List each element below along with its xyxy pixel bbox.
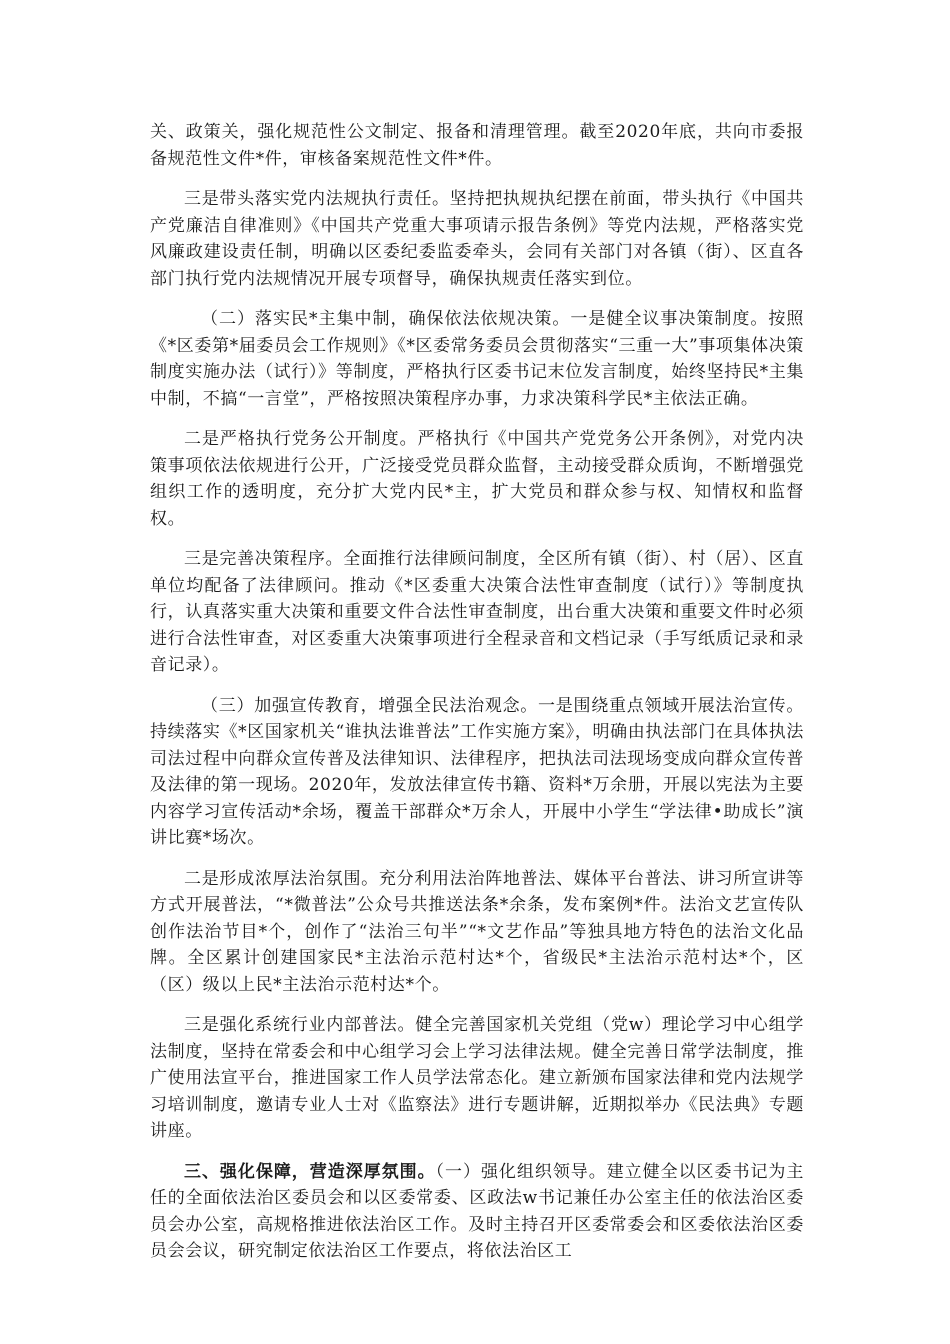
paragraph-decision-procedure: 三是完善决策程序。全面推行法律顾问制度，全区所有镇（街）、村（居）、区直单位均配备了法律顾问。推动《*区委重大决策合法性审查制度（试行）》等制度执行，认真落实重大决策和重要文件合法性审查制度，出台重大决策和重要文件时必须进行合法性审查，对区委重大决策事项进行全程录音和文档记录（手写纸质记录和录音记录）。 — [150, 549, 804, 675]
section-body: （一）强化组织领导。建立健全以区委书记为主任的全面依法治区委员会和以区委常委、区政法w书记兼任办公室主任的依法治区委员会办公室，高规格推进依法治区工作。及时主持召开区委常委会和区委依法治区委员会会议，研究制定依法治区工作要点，将依法治区工 — [150, 1161, 804, 1261]
section-heading: 三、强化保障，营造深厚氛围。 — [184, 1161, 436, 1182]
paragraph-internal-legal-education: 三是强化系统行业内部普法。健全完善国家机关党组（党w）理论学习中心组学法制度，坚持在常委会和中心组学习会上学习法律法规。健全完善日常学法制度，推广使用法宣平台，推进国家工作人员学法常态化。建立新颁布国家法律和党内法规学习培训制度，邀请专业人士对《监察法》进行专题讲解，近期拟举办《民法典》专题讲座。 — [150, 1015, 804, 1141]
paragraph-democratic-centralism: （二）落实民*主集中制，确保依法依规决策。一是健全议事决策制度。按照《*区委第*届委员会工作规则》《*区委常务委员会贯彻落实“三重一大”事项集体决策制度实施办法（试行）》等制度，严格执行区委书记末位发言制度，始终坚持民*主集中制，不搞“一言堂”，严格按照决策程序办事，力求决策科学民*主依法正确。 — [150, 309, 804, 409]
paragraph-publicity-education: （三）加强宣传教育，增强全民法治观念。一是围绕重点领域开展法治宣传。持续落实《*区国家机关“谁执法谁普法”工作实施方案》，明确由执法部门在具体执法司法过程中向群众宣传普及法律知识、法律程序，把执法司法现场变成向群众宣传普及法律的第一现场。2020年，发放法律宣传书籍、资料*万余册，开展以宪法为主要内容学习宣传活动*余场，覆盖干部群众*万余人，开展中小学生“学法律•助成长”演讲比赛*场次。 — [150, 695, 804, 848]
paragraph-legal-atmosphere: 二是形成浓厚法治氛围。充分利用法治阵地普法、媒体平台普法、讲习所宣讲等方式开展普法，“*微普法”公众号共推送法条*余条，发布案例*件。法治文艺宣传队创作法治节目*个，创作了“法治三句半”“*文艺作品”等独具地方特色的法治文化品牌。全区累计创建国家民*主法治示范村达*个，省级民*主法治示范村达*个，区（区）级以上民*主法治示范村达*个。 — [150, 868, 804, 995]
paragraph-safeguards — [150, 1159, 804, 1265]
document-body — [150, 119, 804, 1279]
paragraph-regulation-execution: 三是带头落实党内法规执行责任。坚持把执规执纪摆在前面，带头执行《中国共产党廉洁自律准则》《中国共产党重大事项请示报告条例》等党内法规，严格落实党风廉政建设责任制，明确以区委纪委监委牵头，会同有关部门对各镇（街）、区直各部门执行党内法规情况开展专项督导，确保执规责任落实到位。 — [150, 189, 804, 289]
paragraph-party-affairs-disclosure: 二是严格执行党务公开制度。严格执行《中国共产党党务公开条例》，对党内决策事项依法依规进行公开，广泛接受党员群众监督，主动接受群众质询，不断增强党组织工作的透明度，充分扩大党内民*主，扩大党员和群众参与权、知情权和监督权。 — [150, 429, 804, 529]
paragraph-continuation: 关、政策关，强化规范性公文制定、报备和清理管理。截至2020年底，共向市委报备规范性文件*件，审核备案规范性文件*件。 — [150, 122, 804, 169]
